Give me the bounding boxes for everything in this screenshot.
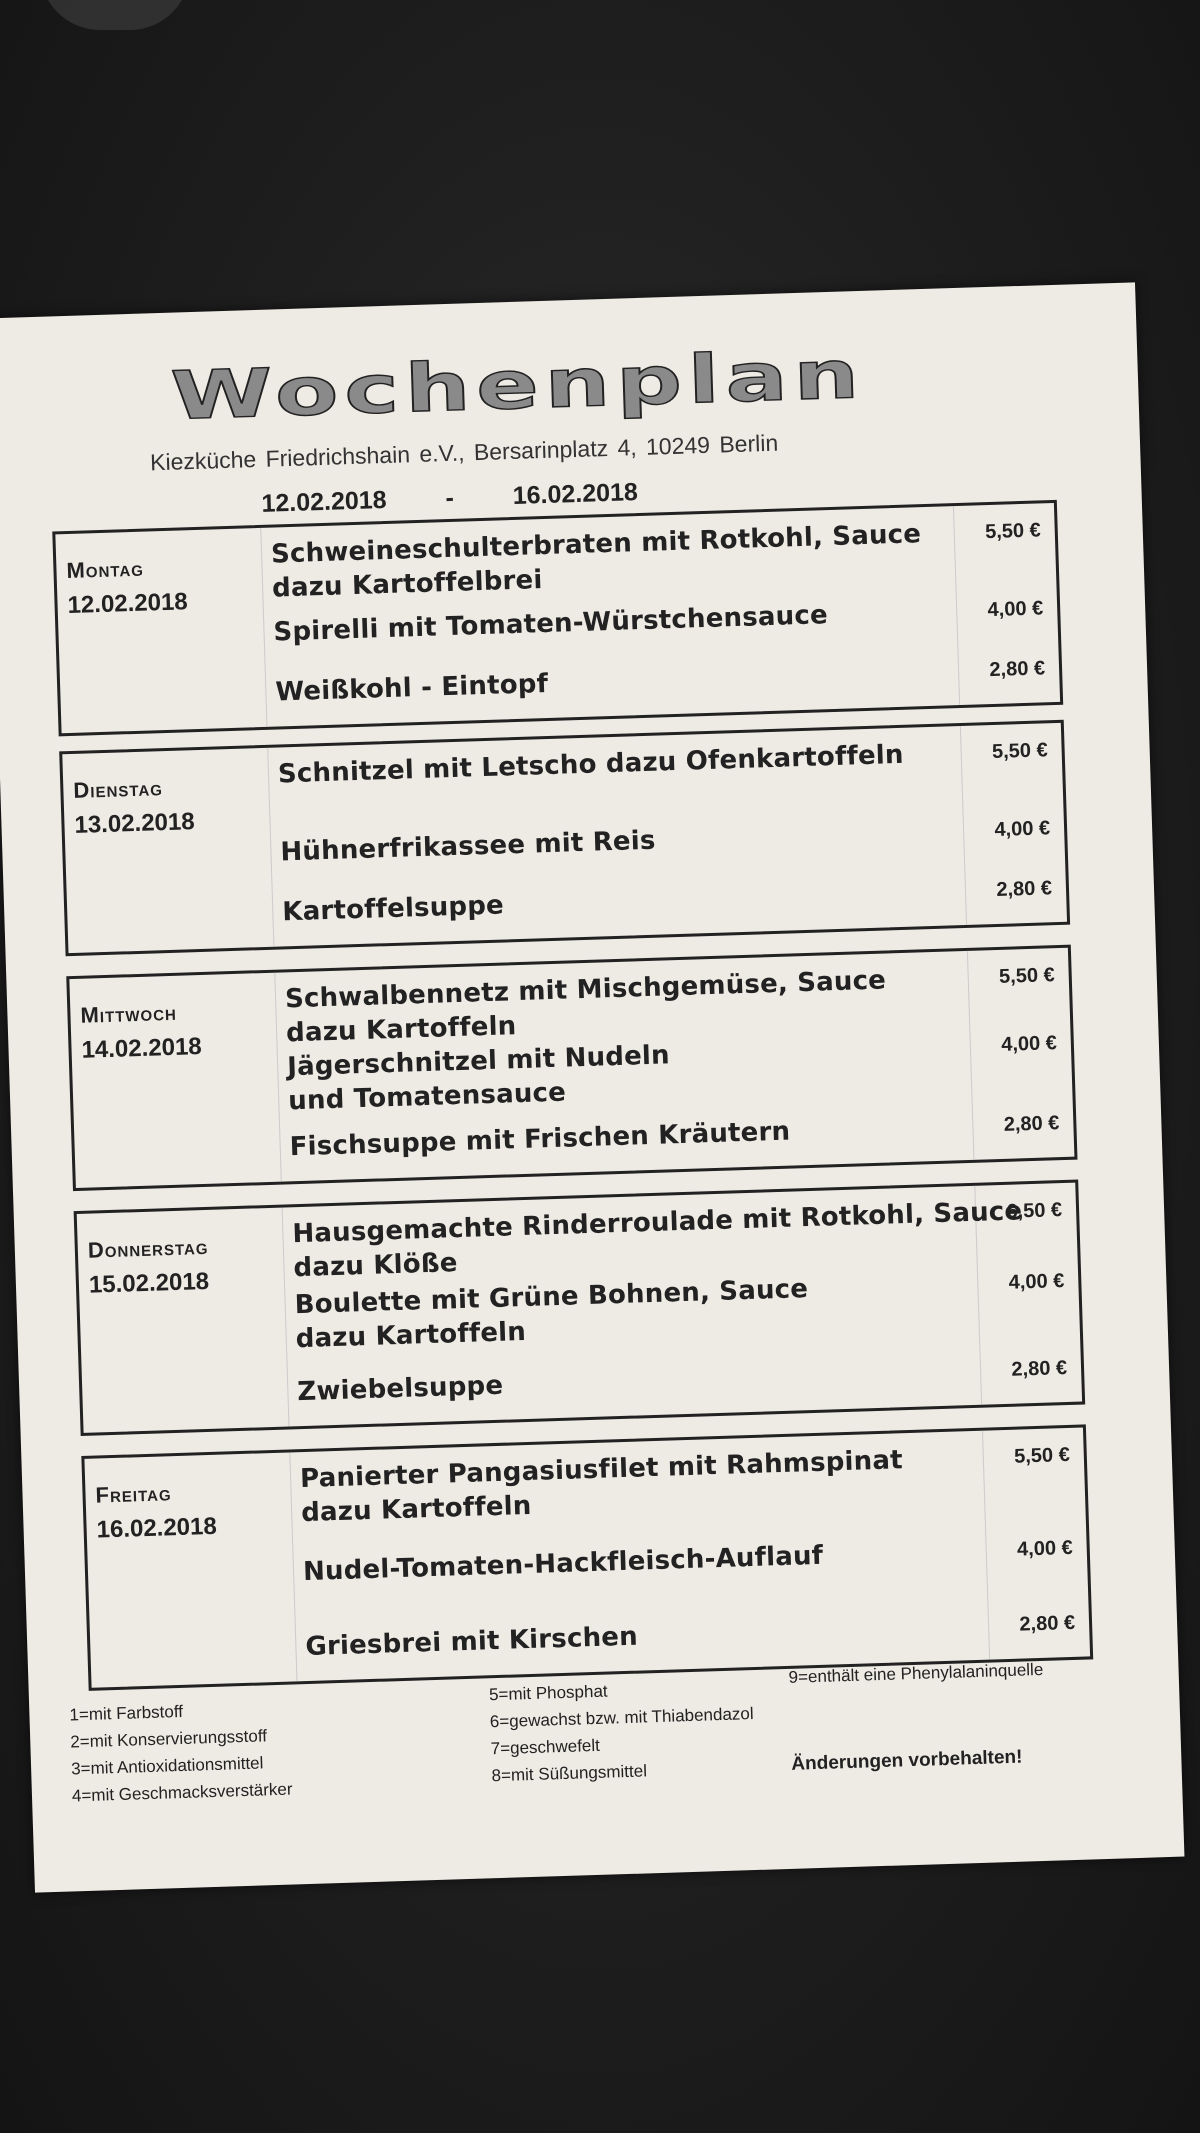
column-divider (274, 973, 282, 1182)
dish-price: 5,50 € (998, 964, 1056, 988)
day-date: 15.02.2018 (88, 1267, 210, 1299)
dish-text: Schnitzel mit Letscho dazu Ofenkartoffeln (277, 739, 905, 790)
column-divider (260, 528, 267, 727)
address-line: Kiezküche Friedrichshain e.V., Bersarinplatz 4, 10249 Berlin (149, 429, 779, 476)
dish-text: Jägerschnitzel mit Nudeln (286, 1040, 671, 1083)
dish-text: Fischsuppe mit Frischen Kräutern (289, 1116, 791, 1163)
dish-text: und Tomatensauce (287, 1077, 567, 1117)
dish-text: Zwiebelsuppe (296, 1370, 504, 1408)
legend-item: 7=geschwefelt (490, 1735, 601, 1759)
changes-note: Änderungen vorbehalten! (791, 1746, 1023, 1775)
day-date: 14.02.2018 (81, 1033, 203, 1064)
date-to: 16.02.2018 (512, 478, 639, 510)
dish-text: Spirelli mit Tomaten-Würstchensauce (273, 599, 829, 648)
column-divider (289, 1452, 297, 1681)
dish-text: Hühnerfrikassee mit Reis (279, 825, 656, 867)
day-box-mittwoch (66, 945, 1077, 1191)
dish-text: Weißkohl - Eintopf (274, 668, 549, 708)
legend-item: 3=mit Antioxidationsmittel (70, 1753, 264, 1779)
dish-text: dazu Kartoffelbrei (271, 565, 543, 604)
dish-text: Schweineschulterbraten mit Rotkohl, Sauce (270, 519, 922, 570)
dish-price: 4,00 € (1000, 1032, 1058, 1056)
date-separator: - (445, 483, 455, 513)
day-date: 13.02.2018 (74, 808, 196, 839)
date-from: 12.02.2018 (261, 485, 388, 518)
dish-text: dazu Kartoffeln (285, 1011, 517, 1049)
menu-title: Wochenplan (169, 335, 867, 435)
column-divider (982, 1431, 990, 1660)
date-range (261, 478, 638, 519)
dish-text: dazu Kartoffeln (295, 1316, 527, 1354)
dish-price: 2,80 € (1019, 1611, 1076, 1636)
dish-text: dazu Kartoffeln (300, 1490, 532, 1529)
column-divider (267, 748, 274, 947)
day-name: Montag (66, 555, 145, 584)
dish-price: 4,00 € (987, 596, 1044, 621)
day-name: Mittwoch (80, 999, 178, 1028)
dish-text: Hausgemachte Rinderroulade mit Rotkohl, Sauce (291, 1196, 1023, 1250)
dish-price: 5,50 € (991, 739, 1048, 764)
day-name: Freitag (95, 1480, 172, 1508)
dish-price: 5,50 € (1013, 1443, 1071, 1468)
legend-item: 5=mit Phosphat (488, 1681, 608, 1705)
legend-item: 6=gewachst bzw. mit Thiabendazol (489, 1704, 754, 1732)
legend-col-2 (489, 1673, 756, 1789)
day-name: Donnerstag (87, 1233, 209, 1263)
day-date: 16.02.2018 (96, 1512, 218, 1544)
dish-text: Griesbrei mit Kirschen (304, 1621, 639, 1663)
legend-item: 8=mit Süßungsmittel (491, 1761, 648, 1786)
dish-text: dazu Klöße (293, 1248, 459, 1284)
dish-text: Panierter Pangasiusfilet mit Rahmspinat (299, 1445, 904, 1495)
dish-price: 2,80 € (996, 877, 1053, 901)
day-box-dienstag (59, 720, 1070, 956)
legend-item: 4=mit Geschmacksverstärker (71, 1779, 293, 1806)
day-box-freitag (81, 1424, 1093, 1690)
dish-text: Nudel-Tomaten-Hackfleisch-Auflauf (302, 1540, 824, 1587)
dish-price: 6,50 € (1006, 1199, 1063, 1223)
menu-sheet (0, 282, 1184, 1892)
legend-item: 1=mit Farbstoff (69, 1701, 184, 1725)
column-divider (953, 506, 960, 705)
dish-text: Kartoffelsuppe (281, 890, 505, 928)
day-box-montag (52, 500, 1063, 736)
column-divider (967, 951, 975, 1160)
dish-price: 4,00 € (994, 816, 1051, 841)
dish-price: 5,50 € (984, 519, 1042, 544)
day-name: Dienstag (73, 775, 164, 803)
dish-price: 4,00 € (1008, 1269, 1065, 1294)
dish-price: 2,80 € (1003, 1112, 1060, 1136)
dish-text: Boulette mit Grüne Bohnen, Sauce (294, 1273, 809, 1320)
dish-price: 2,80 € (1011, 1357, 1068, 1381)
legend-item: 9=enthält eine Phenylalaninquelle (788, 1659, 1044, 1687)
dish-text: Schwalbennetz mit Mischgemüse, Sauce (284, 965, 887, 1015)
dish-price: 4,00 € (1016, 1536, 1074, 1561)
column-divider (960, 726, 967, 925)
column-divider (282, 1208, 290, 1427)
dish-price: 2,80 € (989, 657, 1046, 682)
legend-item: 2=mit Konservierungsstoff (70, 1726, 268, 1752)
day-date: 12.02.2018 (67, 588, 189, 620)
day-box-donnerstag (74, 1180, 1086, 1436)
legend-col-1 (69, 1695, 293, 1810)
